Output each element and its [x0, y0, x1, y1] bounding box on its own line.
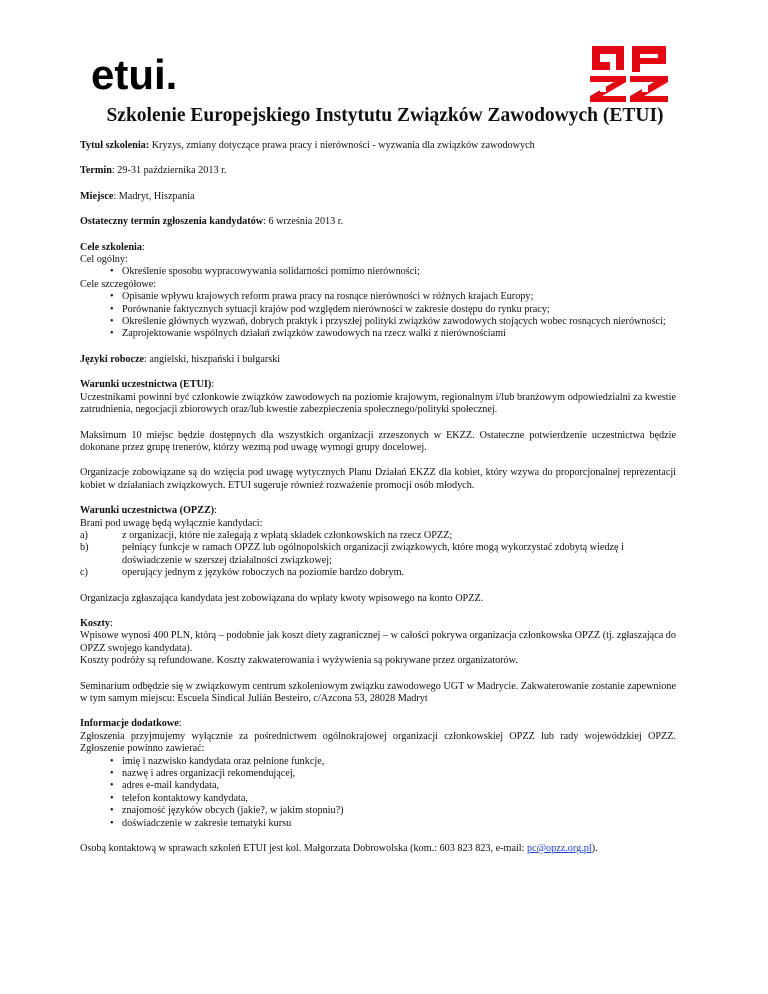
opzz-conditions-p2: Organizacja zgłaszająca kandydata jest zobowiązana do wpłaty kwoty wpisowego na konto OPZZ. — [80, 592, 484, 604]
contact-line — [80, 843, 676, 855]
page-title: Szkolenie Europejskiego Instytutu Związków Zawodowych (ETUI) — [106, 105, 664, 126]
list-text: pełniący funkcje w ramach OPZZ lub ogólnopolskich organizacji związkowych, które mogą wykorzystać zdobytą wiedzę i doświadczenie w szerszej działalności związkowej; — [122, 542, 624, 566]
opzz-conditions-colon: : — [214, 505, 217, 517]
goals-colon: : — [141, 241, 145, 253]
list-item: • telefon kontaktowy kandydata, — [80, 793, 676, 805]
goals-general-list — [80, 266, 676, 278]
list-item — [80, 530, 676, 542]
list-item — [80, 542, 676, 567]
opzz-conditions-label: Warunki uczestnictwa (OPZZ) — [80, 505, 215, 517]
list-item: • Określenie głównych wyzwań, dobrych praktyk i przyszłej polityki związków zawodowych stojących wobec rosnących nierówności; — [80, 316, 676, 328]
costs-p3: Seminarium odbędzie się w związkowym centrum szkoleniowym związku zawodowego UGT w Madrycie. Zakwaterowanie zostanie zapewnione w tym samym miejscu: Escuela Sindical Julián Besteiro, c/Azcona 53, 28028 Madryt — [80, 680, 676, 704]
languages-line — [80, 354, 676, 366]
additional-colon: : — [178, 718, 182, 730]
etui-logo-text: etui. — [91, 56, 178, 94]
list-letter: b) — [80, 542, 89, 554]
place-line — [80, 191, 676, 203]
date-label: Termin — [80, 165, 112, 177]
costs-colon: : — [110, 617, 113, 629]
additional-label: Informacje dodatkowe — [80, 718, 179, 730]
date-value: : 29-31 października 2013 r. — [111, 165, 227, 177]
languages-value: : angielski, hiszpański i bułgarski — [144, 353, 281, 365]
additional-list — [80, 756, 676, 830]
goals-specific-list — [80, 291, 676, 341]
list-item: • Zaprojektowanie wspólnych działań związków zawodowych na rzecz walki z nierównościami — [80, 328, 676, 340]
deadline-value: : 6 września 2013 r. — [263, 216, 344, 228]
costs-p1: Wpisowe wynosi 400 PLN, którą – podobnie jak koszt diety zagranicznej – w całości pokrywa organizacja członkowska OPZZ (tj. zgłaszająca do OPZZ swojego kandydata). — [80, 630, 676, 654]
place-label: Miejsce — [80, 190, 114, 202]
additional-intro: Zgłoszenia przyjmujemy wyłącznie za pośrednictwem ogólnokrajowej organizacji członkowskiej OPZZ lub rady wojewódzkiej OPZZ. Zgłoszenie powinno zawierać: — [80, 730, 676, 755]
deadline-line — [80, 216, 676, 228]
list-text: z organizacji, które nie zalegają z wpłatą składek członkowskich na rzecz OPZZ; — [122, 529, 453, 541]
goals-specific-label: Cele szczegółowe: — [80, 278, 157, 290]
contact-end: ). — [591, 843, 598, 855]
list-letter: a) — [80, 529, 88, 541]
training-title-line — [80, 140, 676, 152]
languages-label: Języki robocze — [80, 353, 145, 365]
costs-p2: Koszty podróży są refundowane. Koszty zakwaterowania i wyżywienia są pokrywane przez organizatorów. — [80, 655, 518, 667]
place-value: : Madryt, Hiszpania — [113, 190, 195, 202]
list-item: • doświadczenie w zakresie tematyki kursu — [80, 818, 676, 830]
training-title-value: Kryzys, zmiany dotyczące prawa pracy i nierówności - wyzwania dla związków zawodowych — [151, 140, 535, 151]
etui-conditions-p1: Uczestnikami powinni być członkowie związków zawodowych na poziomie krajowym, regionalnym i/lub branżowym odpowiedzialni za kwestie zatrudnienia, negocjacji zbiorowych oraz/lub kwestie zabezpieczenia społecznego/polityki społecznej. — [80, 391, 676, 416]
etui-logo — [91, 56, 206, 94]
deadline-label: Ostateczny termin zgłoszenia kandydatów — [80, 216, 264, 228]
document-body — [80, 140, 676, 868]
opzz-conditions-section — [80, 505, 676, 605]
etui-conditions-colon: : — [211, 379, 215, 391]
list-item: • adres e-mail kandydata, — [80, 780, 676, 792]
costs-label: Koszty — [80, 617, 110, 629]
etui-conditions-p3: Organizacje zobowiązane są do wzięcia pod uwagę wytycznych Planu Działań EKZZ dla kobiet, który wzywa do proporcjonalnej reprezentacji kobiet w działaniach związkowych. ETUI sugeruje również rozważenie promocji osób młodych. — [80, 467, 676, 491]
goals-general-label: Cel ogólny: — [80, 254, 128, 266]
list-item: • Porównanie faktycznych sytuacji krajów pod względem nierówności w zakresie dostępu do rynku pracy; — [80, 304, 676, 316]
list-item: • Opisanie wpływu krajowych reform prawa pracy na rosnące nierówności w różnych krajach Europy; — [80, 291, 676, 303]
opzz-conditions-intro: Brani pod uwagę będą wyłącznie kandydaci: — [80, 517, 263, 529]
costs-section — [80, 618, 676, 705]
list-letter: c) — [80, 567, 88, 579]
date-line — [80, 165, 676, 177]
etui-conditions-section — [80, 379, 676, 492]
etui-conditions-p2: Maksimum 10 miejsc będzie dostępnych dla wszystkich organizacji zrzeszonych w EKZZ. Ostateczne potwierdzenie uczestnictwa będzie dokonane przez grupę trenerów, którzy wezmą pod uwagę wymogi grupy docelowej. — [80, 429, 676, 453]
list-item — [80, 567, 676, 579]
list-item: • imię i nazwisko kandydata oraz pełnione funkcje, — [80, 756, 676, 768]
list-item: • Określenie sposobu wypracowywania solidarności pomimo nierówności; — [80, 266, 676, 278]
list-text: operujący jednym z języków roboczych na poziomie bardzo dobrym. — [122, 567, 405, 579]
list-item: • znajomość języków obcych (jakie?, w jakim stopniu?) — [80, 805, 676, 817]
contact-text: Osobą kontaktową w sprawach szkoleń ETUI jest kol. Małgorzata Dobrowolska (kom.: 603 823 823, e-mail: — [80, 843, 528, 855]
goals-label: Cele szkolenia — [80, 241, 142, 253]
additional-section — [80, 718, 676, 830]
training-title-label: Tytuł szkolenia: — [80, 140, 150, 151]
etui-conditions-label: Warunki uczestnictwa (ETUI) — [80, 379, 212, 391]
goals-section — [80, 242, 676, 341]
contact-email-link[interactable]: pc@opzz.org.pl — [527, 843, 592, 855]
list-item: • nazwę i adres organizacji rekomendującej, — [80, 768, 676, 780]
opzz-logo — [588, 44, 670, 104]
